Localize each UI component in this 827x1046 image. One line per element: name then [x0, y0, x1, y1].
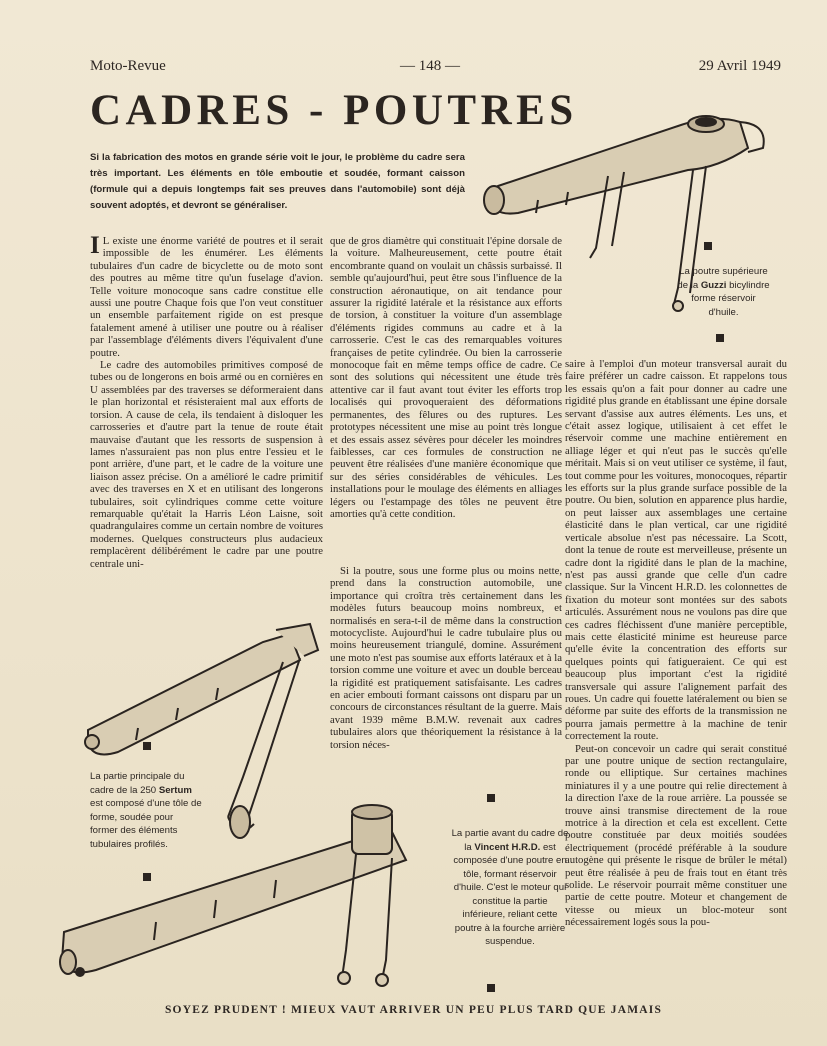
vincent-caption: La partie avant du cadre de la Vincent H.R.D. est composée d'une poutre en tôle, formant réservoir d'huile. C'est le moteur qui constitue la partie inférieure, reliant cette poutre à la fourche arrière suspendue. [451, 828, 569, 947]
text-column-2-top [330, 235, 562, 520]
caption-marker [704, 242, 712, 250]
paragraph: I L existe une énorme variété de poutres et il serait impossible de les énumérer. Les éléments tubulaires d'un cadre de bicyclette ou de moto sont des poutres au même titre qu'un fuselage d'avion. Telle voiture monocoque sans cadre constitue elle aussi une poutre Chaque fois que l'on veut constituer un ensemble parfaitement rigide on est presque fatalement amené à utiliser une poutre ou à réaliser par l'assemblage d'éléments divers l'équivalent d'une poutre. [90, 232, 323, 359]
sertum-caption: La partie principale du cadre de la 250 Sertum est composé d'une tôle de forme, soudée pour former des éléments tubulaires profilés. [90, 771, 202, 850]
caption-marker [716, 334, 724, 342]
page-number: — 148 — [400, 58, 460, 74]
guzzi-caption: La poutre supérieure de la Guzzi bicylindre forme réservoir d'huile. [677, 266, 770, 318]
caption-marker [487, 984, 495, 992]
paragraph: Le cadre des automobiles primitives composé de tubes ou de longerons en bois armé ou en cornières en U assemblées par des traverses se déformeraient dans le plan horizontal et résisteraient mal aux efforts de torsion. A cause de cela, ils tendaient à disloquer les carrosseries et d'autre part la tenue de route était mauvaise d'autant que les ressorts de suspension à lames n'assuraient pas non plus entre l'essieu et le pont arrière, d'une part, et le cadre de la voiture une liaison assez précise. On a amélioré le cadre primitif avec des traverses en X et en utilisant des longerons tubulaires, soit cylindriques comme cette voiture remarquable qu'était la Harris Léon Laisne, soit quadrangulaires comme un certain nombre de voitures modernes. Quelques constructeurs plus audacieux remplacèrent délibérément le cadre par une poutre centrale uni- [90, 359, 323, 570]
paragraph: saire à l'emploi d'un moteur transversal aurait du faire préférer un cadre caisson. Et rappelons tous les essais qu'on a fait pour donner au cadre une rigidité plus grande en établissant une épine dorsale servant d'assise aux autres éléments. Les uns, et c'était assez logique, utilisaient à cet effet le réservoir comme une machine entièrement en alliage léger et qui n'eut pas le succès qu'elle méritait. Mais si on veut utiliser ce système, il faut, tout comme pour les voitures, monocoques, répartir les efforts sur la plus grande surface possible de la poutre. Ou bien, solution en apparence plus hardie, on peut laisser aux assemblages une certaine élasticité dans le plan vertical, car une rigidité verticale absolue n'est pas nécessaire. La Scott, dont la tenue de route est merveilleuse, présente un cadre dont la rigidité dans le plan de la machine, n'est pas aussi grande que celle d'un cadre classique. Sur la Vincent H.R.D. les colonnettes de fixation du moteur sont montées sur des sabots articulés. Assurément nous ne voulons pas dire que ces cadres fléchissent d'une manière perceptible, mais cette élasticité minime est heureuse parce qu'elle évite la concentration des efforts sur quelques points qui fatigueraient. Ce qui est beaucoup plus important c'est la rigidité transversale qui assure l'alignement parfait des roues. Un cadre qui fouette latéralement ou bien se déforme par suite des efforts de la transmission ne pourra jamais permettre à la machine de tenir correctement la route. [565, 358, 787, 743]
vincent-frame-illustration [56, 800, 441, 990]
article-title: CADRES - POUTRES [90, 87, 578, 134]
caption-marker [143, 742, 151, 750]
paragraph: Peut-on concevoir un cadre qui serait constitué par une poutre unique de section rectangulaire, ronde ou elliptique. Sur certaines machines miniatures il y a une poutre qui relie directement à la direction l'axe de la roue arrière. La poussée se trouve ainsi transmise directement de la roue motrice à la direction et cela est excellent. Cette poutre constituée par deux moitiés soudées électriquement (procédé préférable à la soudure autogène qui présente le risque de brûler le métal) peut être réalisée à peu de frais tout en étant très solide. Le réservoir pourrait même constituer une partie de cette poutre. Moteur et changement de vitesse ou mieux un bloc-moteur sont nécessairement logés sous la pou- [565, 742, 787, 929]
text-column-2-bottom [330, 565, 562, 751]
page-footer-motto: SOYEZ PRUDENT ! MIEUX VAUT ARRIVER UN PEU PLUS TARD QUE JAMAIS [164, 1004, 663, 1016]
article-intro: Si la fabrication des motos en grande série voit le jour, le problème du cadre sera très important. Les éléments en tôle emboutie et soudée, formant caisson (formule qui a depuis longtemps fait ses preuves dans l'automobile) sont déjà souvent adoptés, et devront se généraliser. [90, 152, 465, 211]
text-column-1 [90, 232, 323, 570]
caption-marker [487, 794, 495, 802]
journal-name: Moto-Revue [90, 58, 166, 74]
text-column-3 [565, 358, 787, 929]
paragraph: que de gros diamètre qui constituait l'épine dorsale de la voiture. Malheureusement, cette poutre était encombrante quand on voulait un châssis surbaissé. Il semble qu'aujourd'hui, peut être sous l'influence de la construction aéronautique, on ait tendance pour assurer la rigidité latérale et la résistance aux efforts de torsion, à constituer la voiture d'un assemblage d'éléments rigides communs au cadre et à la carrosserie. C'est le cas des remarquables voitures françaises de petite cylindrée. Ou bien la carrosserie monocoque fait en même temps office de cadre. Ce sont des solutions qui nécessitent une étude très attentive car il faut avant tout éviter les efforts trop localisés qui provoqueraient des déformations permanentes, des fêlures ou des ruptures. Les prototypes nécessitent une mise au point très longue et des essais assez sévères pour déceler les moindres faiblesses, car ces formules de construction ne peuvent être réalisées d'une manière économique que sur des séries considérables de véhicules. Les installations pour le moulage des éléments en alliages légers ou l'estampage des tôles ne peuvent être amorties qu'à cette condition. [330, 235, 562, 520]
paragraph: Si la poutre, sous une forme plus ou moins nette, prend dans la construction automobile, une importance qui croîtra très certainement dans les modèles futurs beaucoup moins nombreux, et normalisés en sera-t-il de même dans la construction motocycliste. Aujourd'hui le cadre tubulaire plus ou moins heureusement triangulé, domine. Assurément une moto n'est pas soumise aux efforts latéraux et à la torsion comme une voiture et avec un double berceau la rigidité est pratiquement satisfaisante. Les cadres en acier embouti formant caissons ont disparu par un concours de circonstances résultant de la guerre. Mais avant 1939 même B.M.W. revenait aux cadres tubulaires alors que théoriquement la résistance à la torsion néces- [330, 565, 562, 751]
issue-date: 29 Avril 1949 [698, 58, 781, 74]
